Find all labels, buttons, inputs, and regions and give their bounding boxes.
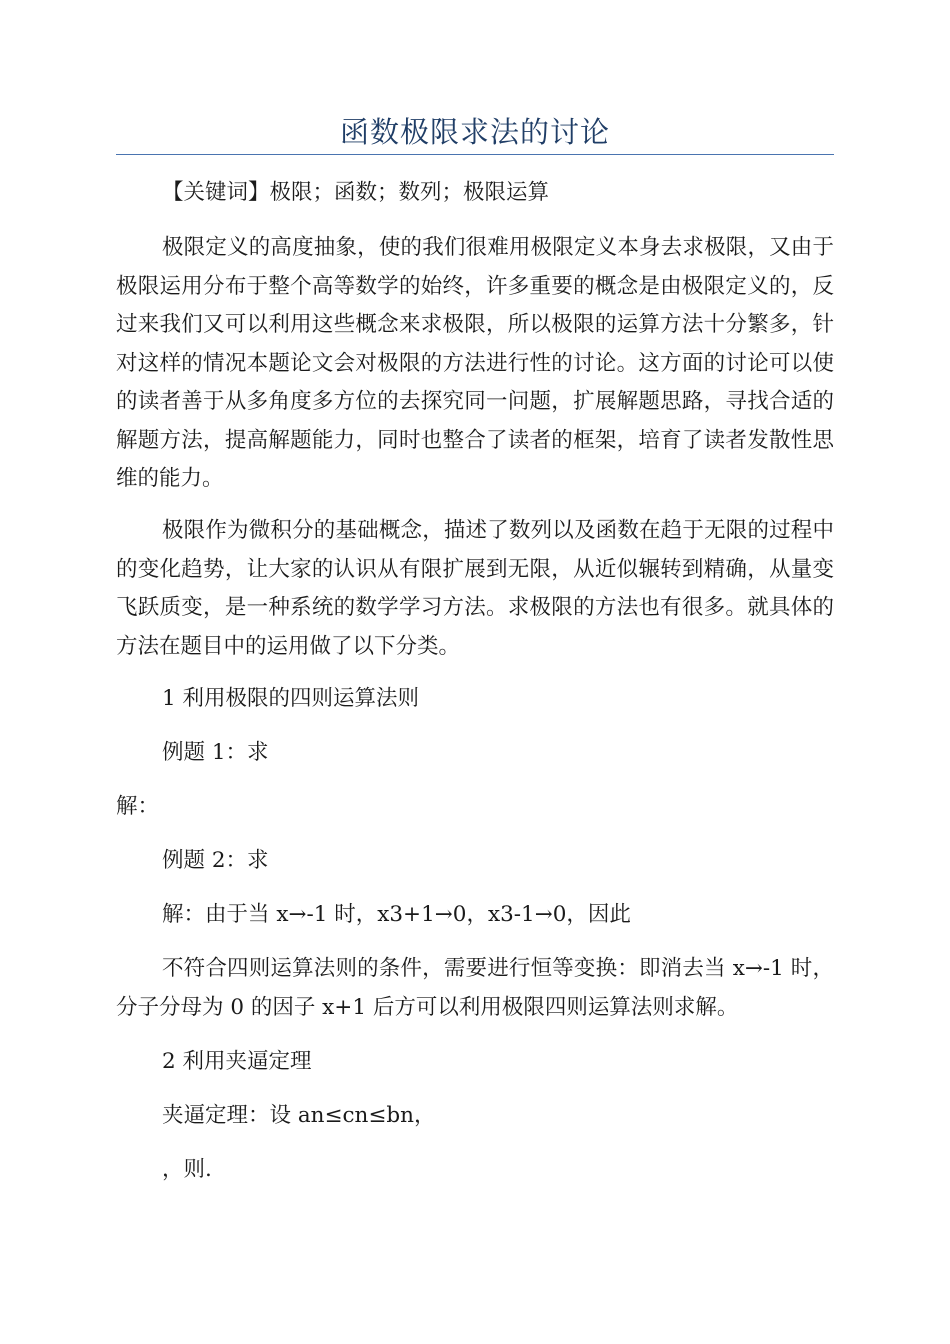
- paragraph-intro: 极限定义的高度抽象，使的我们很难用极限定义本身去求极限，又由于极限运用分布于整个高等数学的始终，许多重要的概念是由极限定义的，反过来我们又可以利用这些概念来求极限，所以极限的运算方法十分繁多，针对这样的情况本题论文会对极限的方法进行性的讨论。这方面的讨论可以使的读者善于从多角度多方位的去探究同一问题，扩展解题思路，寻找合适的解题方法，提高解题能力，同时也整合了读者的框架，培育了读者发散性思维的能力。: [116, 235, 834, 491]
- section-heading-1: 1 利用极限的四则运算法则: [162, 686, 420, 711]
- paragraph-concept: 极限作为微积分的基础概念，描述了数列以及函数在趋于无限的过程中的变化趋势，让大家的认识从有限扩展到无限，从近似辗转到精确，从量变飞跃质变，是一种系统的数学学习方法。求极限的方法也有很多。就具体的方法在题目中的运用做了以下分类。: [116, 518, 834, 659]
- then-line: ，则.: [162, 1157, 212, 1182]
- section-heading-2: 2 利用夹逼定理: [162, 1049, 312, 1074]
- squeeze-theorem: 夹逼定理：设 an≤cn≤bn，: [162, 1103, 436, 1128]
- example-2: 例题 2：求: [162, 848, 269, 873]
- title-underline: [116, 154, 834, 155]
- solution-1: 解：: [116, 794, 160, 819]
- document-title: 函数极限求法的讨论: [339, 115, 610, 149]
- paragraph-explanation: 不符合四则运算法则的条件，需要进行恒等变换：即消去当 x→-1 时，分子分母为 0 的因子 x+1 后方可以利用极限四则运算法则求解。: [116, 956, 834, 1020]
- example-1: 例题 1：求: [162, 740, 269, 765]
- keywords-line: 【关键词】极限；函数；数列；极限运算: [162, 180, 550, 205]
- solution-2: 解：由于当 x→-1 时，x3+1→0，x3-1→0，因此: [162, 902, 631, 927]
